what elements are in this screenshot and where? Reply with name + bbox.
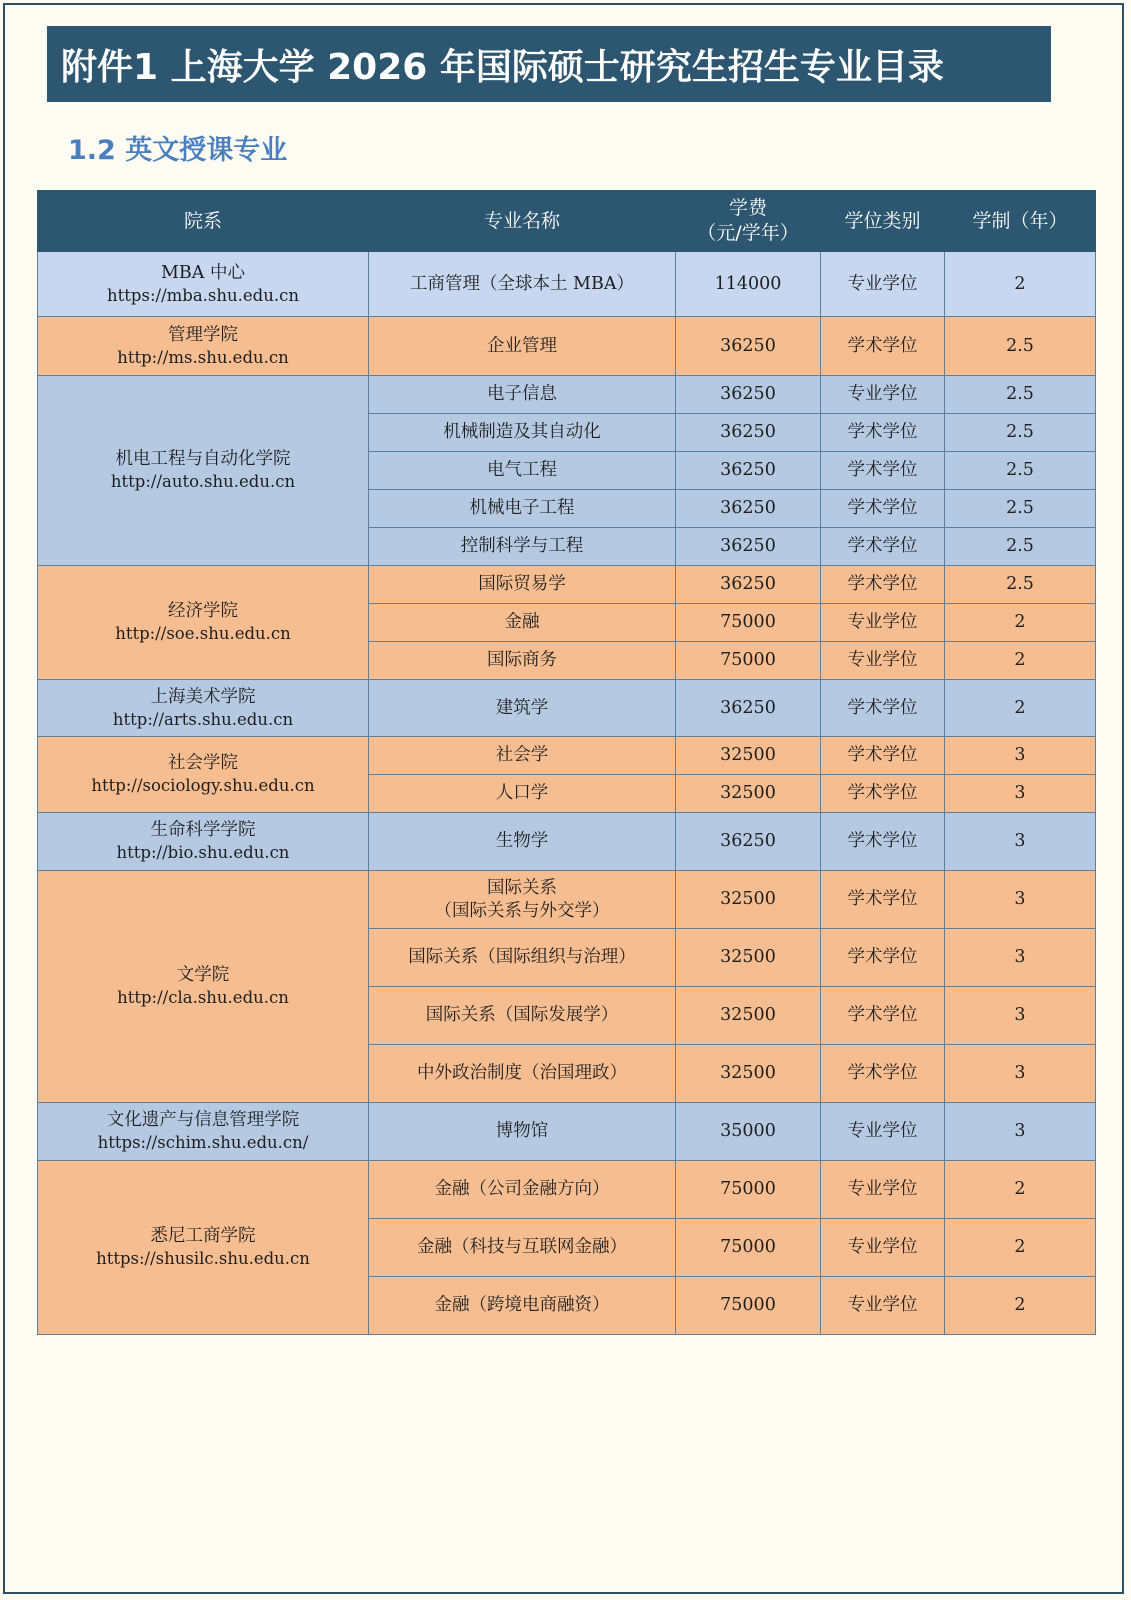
dept-cell bbox=[38, 813, 369, 871]
dept-cell bbox=[38, 1161, 369, 1335]
fee-cell: 35000 bbox=[676, 1103, 821, 1161]
degree-cell: 专业学位 bbox=[821, 1219, 945, 1277]
dept-name: 悉尼工商学院 bbox=[150, 1226, 256, 1247]
fee-cell: 36250 bbox=[676, 680, 821, 737]
dept-name: 管理学院 bbox=[168, 324, 238, 345]
major-cell: 博物馆 bbox=[369, 1103, 676, 1161]
major-cell: 国际商务 bbox=[369, 642, 676, 680]
major-cell: 建筑学 bbox=[369, 680, 676, 737]
degree-cell: 学术学位 bbox=[821, 987, 945, 1045]
table-row bbox=[38, 376, 1096, 414]
years-cell: 3 bbox=[945, 871, 1096, 929]
fee-cell: 36250 bbox=[676, 490, 821, 528]
degree-cell: 专业学位 bbox=[821, 604, 945, 642]
degree-cell: 学术学位 bbox=[821, 737, 945, 775]
dept-cell bbox=[38, 376, 369, 566]
fee-cell: 36250 bbox=[676, 317, 821, 376]
fee-cell: 32500 bbox=[676, 871, 821, 929]
years-cell: 2 bbox=[945, 604, 1096, 642]
dept-cell bbox=[38, 1103, 369, 1161]
dept-name: 社会学院 bbox=[168, 753, 238, 774]
header-degree: 学位类别 bbox=[821, 191, 945, 252]
major-cell: 国际关系（国际组织与治理） bbox=[369, 929, 676, 987]
dept-url: http://cla.shu.edu.cn bbox=[117, 988, 289, 1008]
dept-url: http://soe.shu.edu.cn bbox=[115, 624, 291, 644]
dept-name: 文学院 bbox=[176, 965, 230, 986]
fee-cell: 36250 bbox=[676, 528, 821, 566]
degree-cell: 专业学位 bbox=[821, 1277, 945, 1335]
major-cell: 工商管理（全球本土 MBA） bbox=[369, 252, 676, 317]
header-major: 专业名称 bbox=[369, 191, 676, 252]
years-cell: 2 bbox=[945, 1277, 1096, 1335]
years-cell: 2.5 bbox=[945, 490, 1096, 528]
degree-cell: 学术学位 bbox=[821, 813, 945, 871]
degree-cell: 学术学位 bbox=[821, 566, 945, 604]
major-cell: 机械电子工程 bbox=[369, 490, 676, 528]
dept-url: http://bio.shu.edu.cn bbox=[116, 843, 290, 863]
degree-cell: 专业学位 bbox=[821, 252, 945, 317]
dept-name: MBA 中心 bbox=[161, 262, 245, 283]
years-cell: 2.5 bbox=[945, 414, 1096, 452]
degree-cell: 学术学位 bbox=[821, 490, 945, 528]
years-cell: 3 bbox=[945, 737, 1096, 775]
major-cell: 机械制造及其自动化 bbox=[369, 414, 676, 452]
dept-url: https://mba.shu.edu.cn bbox=[107, 285, 299, 305]
fee-cell: 36250 bbox=[676, 452, 821, 490]
major-cell: 人口学 bbox=[369, 775, 676, 813]
table-row bbox=[38, 871, 1096, 929]
years-cell: 2 bbox=[945, 1161, 1096, 1219]
degree-cell: 专业学位 bbox=[821, 1161, 945, 1219]
years-cell: 2.5 bbox=[945, 452, 1096, 490]
fee-cell: 75000 bbox=[676, 1219, 821, 1277]
dept-cell bbox=[38, 566, 369, 680]
fee-cell: 75000 bbox=[676, 642, 821, 680]
dept-cell bbox=[38, 252, 369, 317]
fee-cell: 36250 bbox=[676, 813, 821, 871]
page-title: 附件1 上海大学 2026 年国际硕士研究生招生专业目录 bbox=[47, 26, 1051, 102]
header-fee-line2: （元/学年） bbox=[697, 222, 799, 244]
header-dept: 院系 bbox=[38, 191, 369, 252]
degree-cell: 学术学位 bbox=[821, 1045, 945, 1103]
fee-cell: 36250 bbox=[676, 566, 821, 604]
major-cell: 金融（公司金融方向） bbox=[369, 1161, 676, 1219]
fee-cell: 32500 bbox=[676, 775, 821, 813]
degree-cell: 专业学位 bbox=[821, 376, 945, 414]
major-line2: （国际关系与外交学） bbox=[434, 900, 610, 921]
years-cell: 3 bbox=[945, 775, 1096, 813]
major-cell: 企业管理 bbox=[369, 317, 676, 376]
table-row bbox=[38, 1103, 1096, 1161]
table-row bbox=[38, 317, 1096, 376]
major-line1: 国际关系 bbox=[487, 877, 557, 898]
table-row bbox=[38, 566, 1096, 604]
dept-url: http://ms.shu.edu.cn bbox=[117, 347, 289, 367]
dept-url: https://shusilc.shu.edu.cn bbox=[96, 1249, 310, 1269]
years-cell: 3 bbox=[945, 1103, 1096, 1161]
years-cell: 2.5 bbox=[945, 566, 1096, 604]
major-cell: 电子信息 bbox=[369, 376, 676, 414]
table-header-row bbox=[38, 191, 1096, 252]
table-row bbox=[38, 1161, 1096, 1219]
years-cell: 2.5 bbox=[945, 317, 1096, 376]
degree-cell: 学术学位 bbox=[821, 680, 945, 737]
major-cell: 金融（科技与互联网金融） bbox=[369, 1219, 676, 1277]
dept-url: http://arts.shu.edu.cn bbox=[112, 709, 294, 729]
dept-name: 机电工程与自动化学院 bbox=[115, 449, 291, 470]
header-fee-line1: 学费 bbox=[728, 197, 767, 220]
degree-cell: 学术学位 bbox=[821, 528, 945, 566]
degree-cell: 学术学位 bbox=[821, 317, 945, 376]
years-cell: 2 bbox=[945, 252, 1096, 317]
major-cell: 控制科学与工程 bbox=[369, 528, 676, 566]
major-cell bbox=[369, 871, 676, 929]
major-cell: 中外政治制度（治国理政） bbox=[369, 1045, 676, 1103]
dept-cell bbox=[38, 680, 369, 737]
years-cell: 3 bbox=[945, 1045, 1096, 1103]
fee-cell: 32500 bbox=[676, 1045, 821, 1103]
years-cell: 3 bbox=[945, 987, 1096, 1045]
dept-url: https://schim.shu.edu.cn/ bbox=[97, 1133, 309, 1153]
major-cell: 金融（跨境电商融资） bbox=[369, 1277, 676, 1335]
dept-url: http://sociology.shu.edu.cn bbox=[91, 776, 315, 796]
header-years: 学制（年） bbox=[945, 191, 1096, 252]
major-cell: 金融 bbox=[369, 604, 676, 642]
section-title: 1.2 英文授课专业 bbox=[68, 135, 288, 166]
dept-name: 上海美术学院 bbox=[150, 686, 256, 707]
fee-cell: 32500 bbox=[676, 929, 821, 987]
degree-cell: 学术学位 bbox=[821, 871, 945, 929]
years-cell: 2.5 bbox=[945, 528, 1096, 566]
dept-cell bbox=[38, 737, 369, 813]
degree-cell: 专业学位 bbox=[821, 1103, 945, 1161]
major-cell: 国际关系（国际发展学） bbox=[369, 987, 676, 1045]
dept-name: 文化遗产与信息管理学院 bbox=[106, 1110, 300, 1131]
table-row bbox=[38, 813, 1096, 871]
degree-cell: 学术学位 bbox=[821, 452, 945, 490]
fee-cell: 32500 bbox=[676, 987, 821, 1045]
degree-cell: 专业学位 bbox=[821, 642, 945, 680]
major-cell: 国际贸易学 bbox=[369, 566, 676, 604]
fee-cell: 32500 bbox=[676, 737, 821, 775]
table-row bbox=[38, 680, 1096, 737]
major-cell: 生物学 bbox=[369, 813, 676, 871]
fee-cell: 114000 bbox=[676, 252, 821, 317]
years-cell: 3 bbox=[945, 813, 1096, 871]
dept-cell bbox=[38, 317, 369, 376]
degree-cell: 学术学位 bbox=[821, 929, 945, 987]
years-cell: 2 bbox=[945, 680, 1096, 737]
fee-cell: 75000 bbox=[676, 1161, 821, 1219]
program-table bbox=[37, 190, 1096, 1335]
header-fee bbox=[676, 191, 821, 252]
years-cell: 2 bbox=[945, 642, 1096, 680]
dept-name: 经济学院 bbox=[168, 601, 238, 622]
table-row bbox=[38, 737, 1096, 775]
years-cell: 3 bbox=[945, 929, 1096, 987]
degree-cell: 学术学位 bbox=[821, 414, 945, 452]
dept-url: http://auto.shu.edu.cn bbox=[110, 472, 296, 492]
table-row bbox=[38, 252, 1096, 317]
dept-cell bbox=[38, 871, 369, 1103]
years-cell: 2 bbox=[945, 1219, 1096, 1277]
major-cell: 电气工程 bbox=[369, 452, 676, 490]
dept-name: 生命科学学院 bbox=[150, 820, 256, 841]
fee-cell: 36250 bbox=[676, 376, 821, 414]
degree-cell: 学术学位 bbox=[821, 775, 945, 813]
years-cell: 2.5 bbox=[945, 376, 1096, 414]
major-cell: 社会学 bbox=[369, 737, 676, 775]
fee-cell: 36250 bbox=[676, 414, 821, 452]
fee-cell: 75000 bbox=[676, 604, 821, 642]
fee-cell: 75000 bbox=[676, 1277, 821, 1335]
